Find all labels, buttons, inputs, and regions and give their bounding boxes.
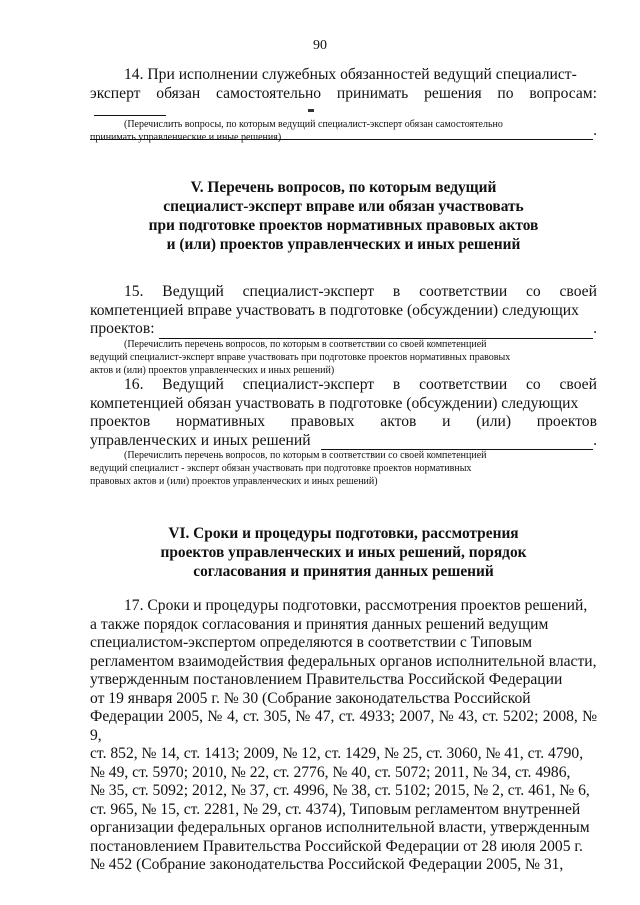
p15-word: своей [559,283,597,300]
p14-line1: 14. При исполнении служебных обязанностей ведущий специалист- [124,66,577,83]
p15-word: со [526,283,541,300]
section-5-heading [90,178,597,254]
p17-line: ст. 852, № 14, ст. 1413; 2009, № 12, ст. 1429, № 25, ст. 3060, № 41, ст. 4790, [90,745,584,762]
p17-line: регламентом взаимодействия федеральных органов исполнительной власти, [90,652,597,670]
p16-word: своей [559,376,597,393]
p16-word: нормативных [175,413,266,430]
paragraph-17 [90,597,597,875]
p16-word: (или) [476,413,512,430]
p16-word: со [526,376,541,393]
p16-word: правовых [290,413,355,430]
section-6-title-line: проектов управленческих и иных решений, порядок [160,544,527,561]
p15-hint-line1: (Перечислить перечень вопросов, по которым в соответствии со своей компетенцией [124,339,487,350]
p14-line2: эксперт обязан самостоятельно принимать решения по вопросам: [90,84,597,102]
p16-word: и [442,413,451,430]
p16-hint-line2: ведущий специалист - эксперт обязан участвовать при подготовке проектов нормативных [90,463,472,474]
paragraph-16 [90,376,597,450]
p17-line: от 19 января 2005 г. № 30 (Собрание законодательства Российской [90,689,531,707]
section-5-title-line: при подготовке проектов нормативных правовых актов [148,217,539,234]
p15-line2: компетенцией вправе участвовать в подготовке (обсуждении) следующих [90,301,579,319]
p17-line: Федерации 2005, № 4, ст. 305, № 47, ст. 4933; 2007, № 43, ст. 5202; 2008, № 9, [90,708,597,744]
p16-word: соответствии [419,376,508,393]
scan-mark [308,109,314,112]
p15-word: в [392,283,401,300]
section-5-title-line: специалист-эксперт вправе или обязан участвовать [163,198,524,215]
p14-hint [90,118,597,144]
section-5-title-line: V. Перечень вопросов, по которым ведущий [190,179,497,196]
p17-line: № 35, ст. 5092; 2012, № 37, ст. 4996, № 38, ст. 5102; 2015, № 2, ст. 461, № 6, [90,782,590,799]
p15-blank[interactable] [159,326,594,339]
p17-line [90,616,597,635]
section-5-title-line: и (или) проектов управленческих и иных решений [166,236,521,253]
p16-word: специалист-эксперт [242,376,375,393]
p16-hint [90,449,597,488]
p17-text: а также порядок согласования и принятия данных решений ведущим [90,615,549,633]
p16-line4: управленческих и иных решений [90,431,311,449]
section-6-title-line: VI. Сроки и процедуры подготовки, рассмотрения [168,525,519,542]
p15-hint-line2: ведущий специалист-эксперт вправе участвовать при подготовке проектов нормативных правовых [90,352,511,363]
p17-line: ст. 965, № 15, ст. 2281, № 29, ст. 4374), Типовым регламентом внутренней [90,800,581,818]
p15-word: Ведущий [162,283,224,300]
p14-blank-1[interactable] [94,103,166,116]
p15-line3: проектов: [90,320,155,337]
p17-line: постановлением Правительства Российской Федерации от 28 июля 2005 г. [90,837,583,855]
section-6-title-line: согласования и принятия данных решений [193,563,494,580]
p14-hint-line1: (Перечислить вопросы, по которым ведущий специалист-эксперт обязан самостоятельно [124,119,503,130]
p16-word: в [392,376,401,393]
page-number: 90 [313,38,327,53]
p16-word: актов [380,413,417,430]
paragraph-15 [90,283,597,339]
p17-line: № 49, ст. 5970; 2010, № 22, ст. 2776, № 40, ст. 5072; 2011, № 34, ст. 4986, [90,763,571,781]
p15-hint [90,338,597,377]
p16-word: проектов [90,413,151,430]
p15-word: 15. [124,283,144,300]
p17-line: № 452 (Собрание законодательства Российской Федерации 2005, № 31, [90,856,564,873]
p16-line2: компетенцией обязан участвовать в подготовке (обсуждении) следующих [90,394,579,412]
p16-word: 16. [124,376,144,393]
p14-hint-line2: принимать управленческие и иные решения) [90,132,282,143]
p15-hint-line3: актов и (или) проектов управленческих и иных решений) [90,365,335,376]
section-6-heading [90,524,597,581]
p16-hint-line1: (Перечислить перечень вопросов, по которым в соответствии со своей компетенцией [124,450,487,461]
p15-word: специалист-эксперт [242,283,375,300]
p16-word: проектов [536,413,597,430]
p16-end-dot: . [593,431,597,449]
p17-line: организации федеральных органов исполнительной власти, утвержденным [90,819,590,836]
p16-word: Ведущий [162,376,224,393]
p15-end-dot: . [593,320,597,337]
p14-end-dot: . [593,121,597,139]
p17-line: специалистом-экспертом определяются в соответствии с Типовым [90,634,533,651]
p17-line: утвержденным постановлением Правительства Российской Федерации [90,671,563,688]
p15-word: соответствии [419,283,508,300]
p16-hint-line3: правовых актов и (или) проектов управленческих и иных решений) [90,476,378,487]
p17-line: 17. Сроки и процедуры подготовки, рассмотрения проектов решений, [124,597,588,614]
